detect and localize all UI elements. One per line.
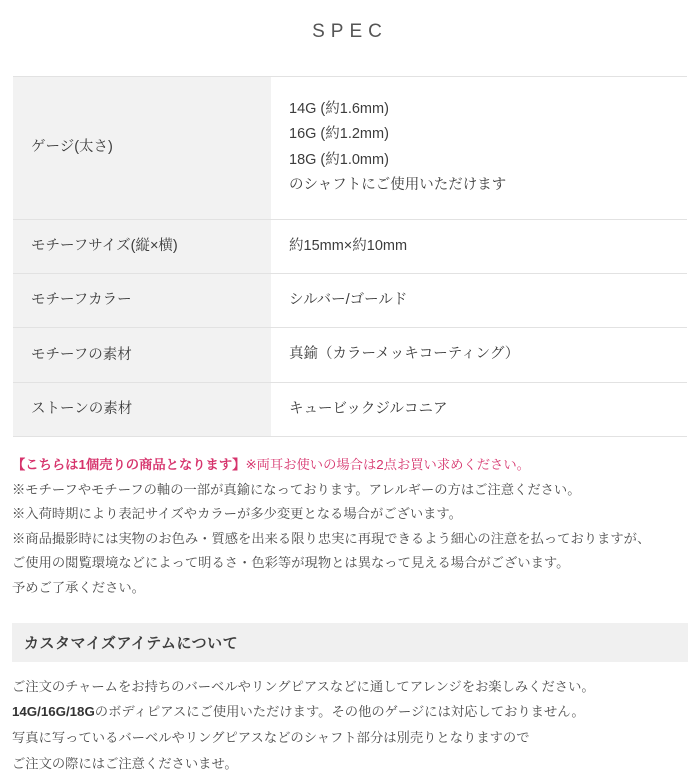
table-row [13, 382, 687, 436]
spec-label-motif-material: モチーフの素材 [13, 328, 271, 382]
note-lead-rest: ※両耳お使いの場合は2点お買い求めください。 [245, 457, 530, 472]
gauge-line-16g: 16G (約1.2mm) [289, 126, 389, 143]
table-row [13, 77, 687, 220]
page-title: SPEC [312, 21, 388, 42]
spec-value-motif-color: シルバー/ゴールド [289, 291, 408, 308]
custom-line-2 [12, 699, 688, 725]
table-row [13, 273, 687, 327]
custom-line-3: 写真に写っているバーベルやリングピアスなどのシャフト部分は別売りとなりますので [12, 730, 530, 746]
gauge-line-18g: 18G (約1.0mm) [289, 151, 389, 168]
note-line-2: ※入荷時期により表記サイズやカラーが多少変更となる場合がございます。 [12, 506, 462, 522]
gauge-line-14g: 14G (約1.6mm) [289, 101, 389, 117]
spec-label-motif-size: モチーフサイズ(縦×横) [13, 219, 271, 273]
note-line-1: ※モチーフやモチーフの軸の一部が真鍮になっております。アレルギーの方はご注意ください。 [12, 481, 581, 497]
spec-value-motif-material: 真鍮（カラーメッキコーティング） [289, 346, 520, 363]
gauge-line-note: のシャフトにご使用いただけます [289, 177, 507, 194]
note-line-4: ご使用の閲覧環境などによって明るさ・色彩等が現物とは異なって見える場合がございます。 [12, 555, 570, 571]
spec-label-stone-material: ストーンの素材 [13, 382, 271, 436]
custom-line-1: ご注文のチャームをお持ちのバーベルやリングピアスなどに通してアレンジをお楽しみください。 [12, 678, 595, 694]
notes-block [12, 453, 688, 601]
gauge-value-lines [289, 97, 677, 199]
spec-value-motif-size: 約15mm×約10mm [289, 237, 408, 254]
note-lead [12, 453, 688, 478]
table-row [13, 328, 687, 382]
spec-table-body [13, 77, 687, 437]
custom-line-2-gauge: 14G/16G/18G [12, 704, 95, 720]
spec-value-gauge [271, 77, 687, 220]
note-line-5: 予めご了承ください。 [12, 579, 145, 595]
table-row [13, 219, 687, 273]
custom-section-body [12, 674, 688, 777]
spec-label-gauge: ゲージ(太さ) [13, 77, 271, 220]
note-lead-bracket: 【こちらは1個売りの商品となります】 [12, 457, 246, 472]
spec-value-stone-material: キュービックジルコニア [289, 400, 448, 417]
custom-section-heading: カスタマイズアイテムについて [12, 623, 688, 662]
spec-table [13, 76, 687, 437]
spec-label-motif-color: モチーフカラー [13, 273, 271, 327]
note-line-3: ※商品撮影時には実物のお色み・質感を出来る限り忠実に再現できるよう細心の注意を払っておりますが、 [12, 530, 651, 546]
custom-line-2-rest: のボディピアスにご使用いただけます。その他のゲージには対応しておりません。 [94, 704, 585, 720]
custom-line-4: ご注文の際にはご注意くださいませ。 [12, 756, 238, 772]
